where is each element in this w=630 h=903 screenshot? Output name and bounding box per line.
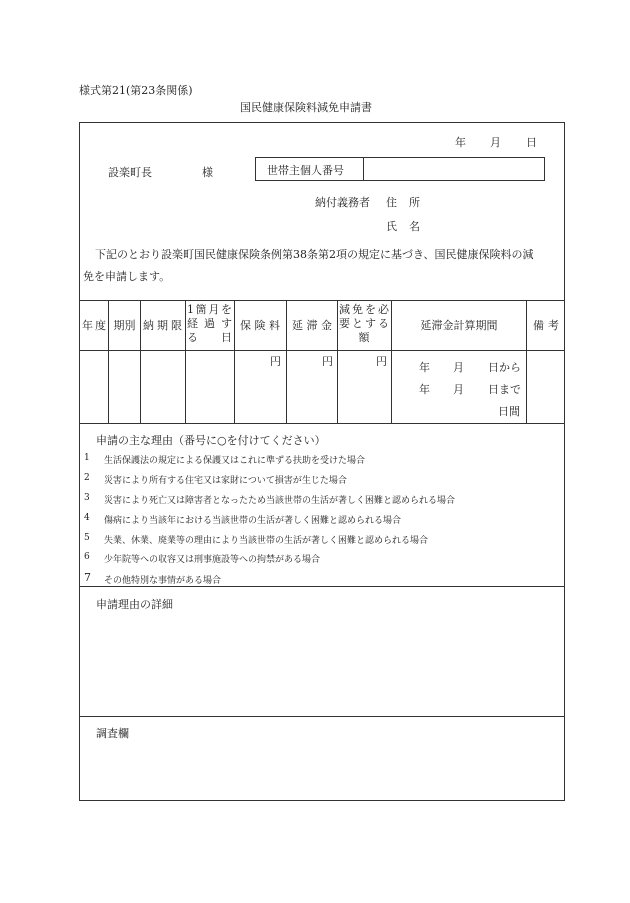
- address-label-1: 住: [386, 196, 397, 209]
- addressee-name: 設楽町長: [108, 166, 152, 179]
- reason-text-7: その他特別な事情がある場合: [104, 576, 222, 586]
- header-due-date: 納 期 限: [143, 319, 182, 332]
- date-day[interactable]: 日: [526, 136, 537, 149]
- exempt-yen-unit: 円: [376, 355, 387, 368]
- header-exempt-amount: 減 免 を 必 要 と す る 額: [339, 303, 389, 344]
- period-from-year: 年: [419, 361, 430, 374]
- cell-elapsed-date[interactable]: [186, 351, 233, 422]
- period-days: 日間: [498, 405, 520, 418]
- header-year: 年 度: [82, 319, 106, 332]
- reason-number-7[interactable]: 7: [84, 571, 91, 584]
- details-field[interactable]: [82, 614, 562, 712]
- cell-year[interactable]: [80, 351, 107, 422]
- header-remarks: 備 考: [533, 319, 559, 332]
- reason-text-5: 失業、休業、廃業等の理由により当該世帯の生活が著しく困難と認められる場合: [104, 536, 429, 546]
- period-from-day: 日から: [488, 361, 521, 374]
- header-elapsed-date: 1 箇 月 を 経 過 す る 日: [187, 303, 232, 344]
- statement-line-1: 下記のとおり設楽町国民健康保険条例第38条第2項の規定に基づき、国民健康保険料の減: [95, 248, 534, 261]
- name-field[interactable]: [430, 215, 560, 233]
- form-title: 国民健康保険料減免申請書: [240, 101, 372, 114]
- form-label: 様式第21(第23条関係): [79, 84, 193, 97]
- cell-term[interactable]: [109, 351, 139, 422]
- address-label-2: 所: [409, 196, 420, 209]
- reason-text-6: 少年院等への収容又は刑事施設等への拘禁がある場合: [104, 555, 321, 565]
- header-period: 延滞金計算期間: [420, 319, 498, 332]
- header-term: 期別: [113, 319, 136, 332]
- address-field[interactable]: [430, 191, 560, 209]
- reason-text-2: 災害により所有する住宅又は家財について損害が生じた場合: [104, 476, 347, 486]
- reason-number-5[interactable]: 5: [84, 533, 90, 543]
- obligor-label: 納付義務者: [315, 196, 370, 209]
- reason-text-3: 災害により死亡又は障害者となったため当該世帯の生活が著しく困難と認められる場合: [104, 496, 456, 506]
- id-number-field[interactable]: [366, 159, 542, 179]
- reason-text-1: 生活保護法の規定による保護又はこれに準ずる扶助を受けた場合: [104, 456, 366, 466]
- statement-line-2: 免を申請します。: [83, 270, 171, 283]
- header-late-fee: 延 滞 金: [292, 319, 332, 332]
- id-number-label: 世帯主個人番号: [267, 164, 344, 177]
- reason-number-2[interactable]: 2: [84, 473, 90, 483]
- reason-number-4[interactable]: 4: [84, 513, 90, 523]
- survey-label: 調査欄: [96, 727, 129, 740]
- premium-yen-unit: 円: [270, 355, 281, 368]
- reason-text-4: 傷病により当該年における当該世帯の生活が著しく困難と認められる場合: [104, 516, 402, 526]
- period-to-year: 年: [419, 383, 430, 396]
- details-label: 申請理由の詳細: [96, 598, 173, 611]
- late-fee-yen-unit: 円: [322, 355, 333, 368]
- reason-number-6[interactable]: 6: [84, 552, 90, 562]
- period-to-day: 日まで: [488, 383, 521, 396]
- reason-number-1[interactable]: 1: [84, 453, 90, 463]
- reason-number-3[interactable]: 3: [84, 493, 90, 503]
- cell-remarks[interactable]: [527, 351, 564, 422]
- name-label-1: 氏: [386, 220, 397, 233]
- survey-field: [82, 742, 562, 798]
- date-year[interactable]: 年: [455, 136, 466, 149]
- cell-due-date[interactable]: [141, 351, 184, 422]
- name-label-2: 名: [409, 220, 420, 233]
- header-premium: 保 険 料: [240, 319, 280, 332]
- period-from-month: 月: [453, 361, 464, 374]
- addressee-honorific: 様: [202, 166, 213, 179]
- period-to-month: 月: [453, 383, 464, 396]
- date-month[interactable]: 月: [490, 136, 501, 149]
- reasons-heading: 申請の主な理由（番号に○を付けてください）: [96, 434, 326, 447]
